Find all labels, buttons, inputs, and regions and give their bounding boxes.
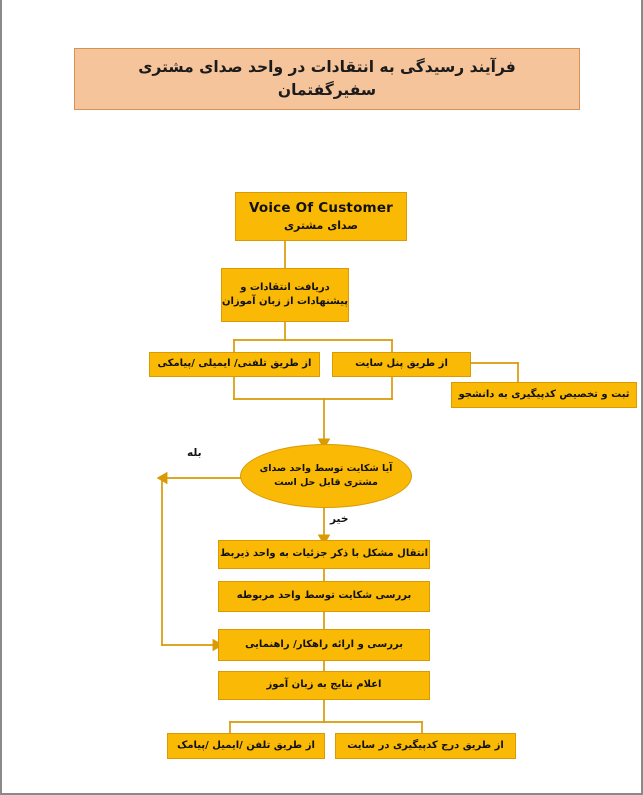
node-out-site-label: از طریق درج کدپیگیری در سایت: [347, 739, 504, 751]
page-title-line-2: سفیرگفتمان: [277, 81, 377, 99]
node-decision-line-1: آیا شکایت توسط واحد صدای: [259, 462, 393, 474]
edge-label-no: خیر: [330, 513, 349, 525]
node-announce-label: اعلام نتایج به زبان آموز: [266, 679, 382, 691]
node-output-phone-email-sms[interactable]: [167, 733, 325, 759]
node-channel-phone-email-sms[interactable]: [149, 352, 320, 377]
node-voc-label-en: Voice Of Customer: [248, 199, 394, 216]
node-voice-of-customer[interactable]: [235, 192, 407, 241]
edge-label-yes: بله: [187, 447, 202, 459]
node-channel-site-panel[interactable]: [332, 352, 471, 377]
node-assign-tracking-code[interactable]: [451, 382, 637, 408]
node-channel-panel-label: از طریق پنل سایت: [355, 358, 448, 370]
node-review-unit-label: بررسی شکایت توسط واحد مربوطه: [236, 590, 412, 602]
node-decision-line-2: مشتری قابل حل است: [274, 477, 378, 488]
node-receive-feedback[interactable]: [221, 268, 349, 322]
node-receive-line-1: دریافت انتقادات و: [240, 281, 330, 293]
node-announce-results[interactable]: [218, 671, 430, 700]
node-out-phone-label: از طریق تلفن /ایمیل /پیامک: [177, 739, 315, 751]
node-voc-label-fa: صدای مشتری: [283, 219, 359, 233]
node-channel-phone-label: از طریق تلفنی/ ایمیلی /پیامکی: [157, 358, 312, 370]
node-review-by-unit[interactable]: [218, 581, 430, 612]
node-decision-resolvable[interactable]: [240, 444, 412, 508]
node-solution-label: بررسی و ارائه راهکار/ راهنمایی: [245, 638, 403, 650]
node-output-site-tracking[interactable]: [335, 733, 516, 759]
node-transfer-problem[interactable]: [218, 540, 430, 569]
node-provide-solution[interactable]: [218, 629, 430, 661]
page-title: [74, 48, 580, 110]
node-transfer-label: انتقال مشکل با ذکر جزئیات به واحد ذیربط: [219, 548, 429, 560]
page-title-line-1: فرآیند رسیدگی به انتقادات در واحد صدای مشتری: [138, 57, 516, 76]
node-receive-line-2: پیشنهادات از زبان آموزان: [221, 296, 349, 307]
node-tracking-code-label: ثبت و تخصیص کدپیگیری به دانشجو: [458, 388, 630, 400]
